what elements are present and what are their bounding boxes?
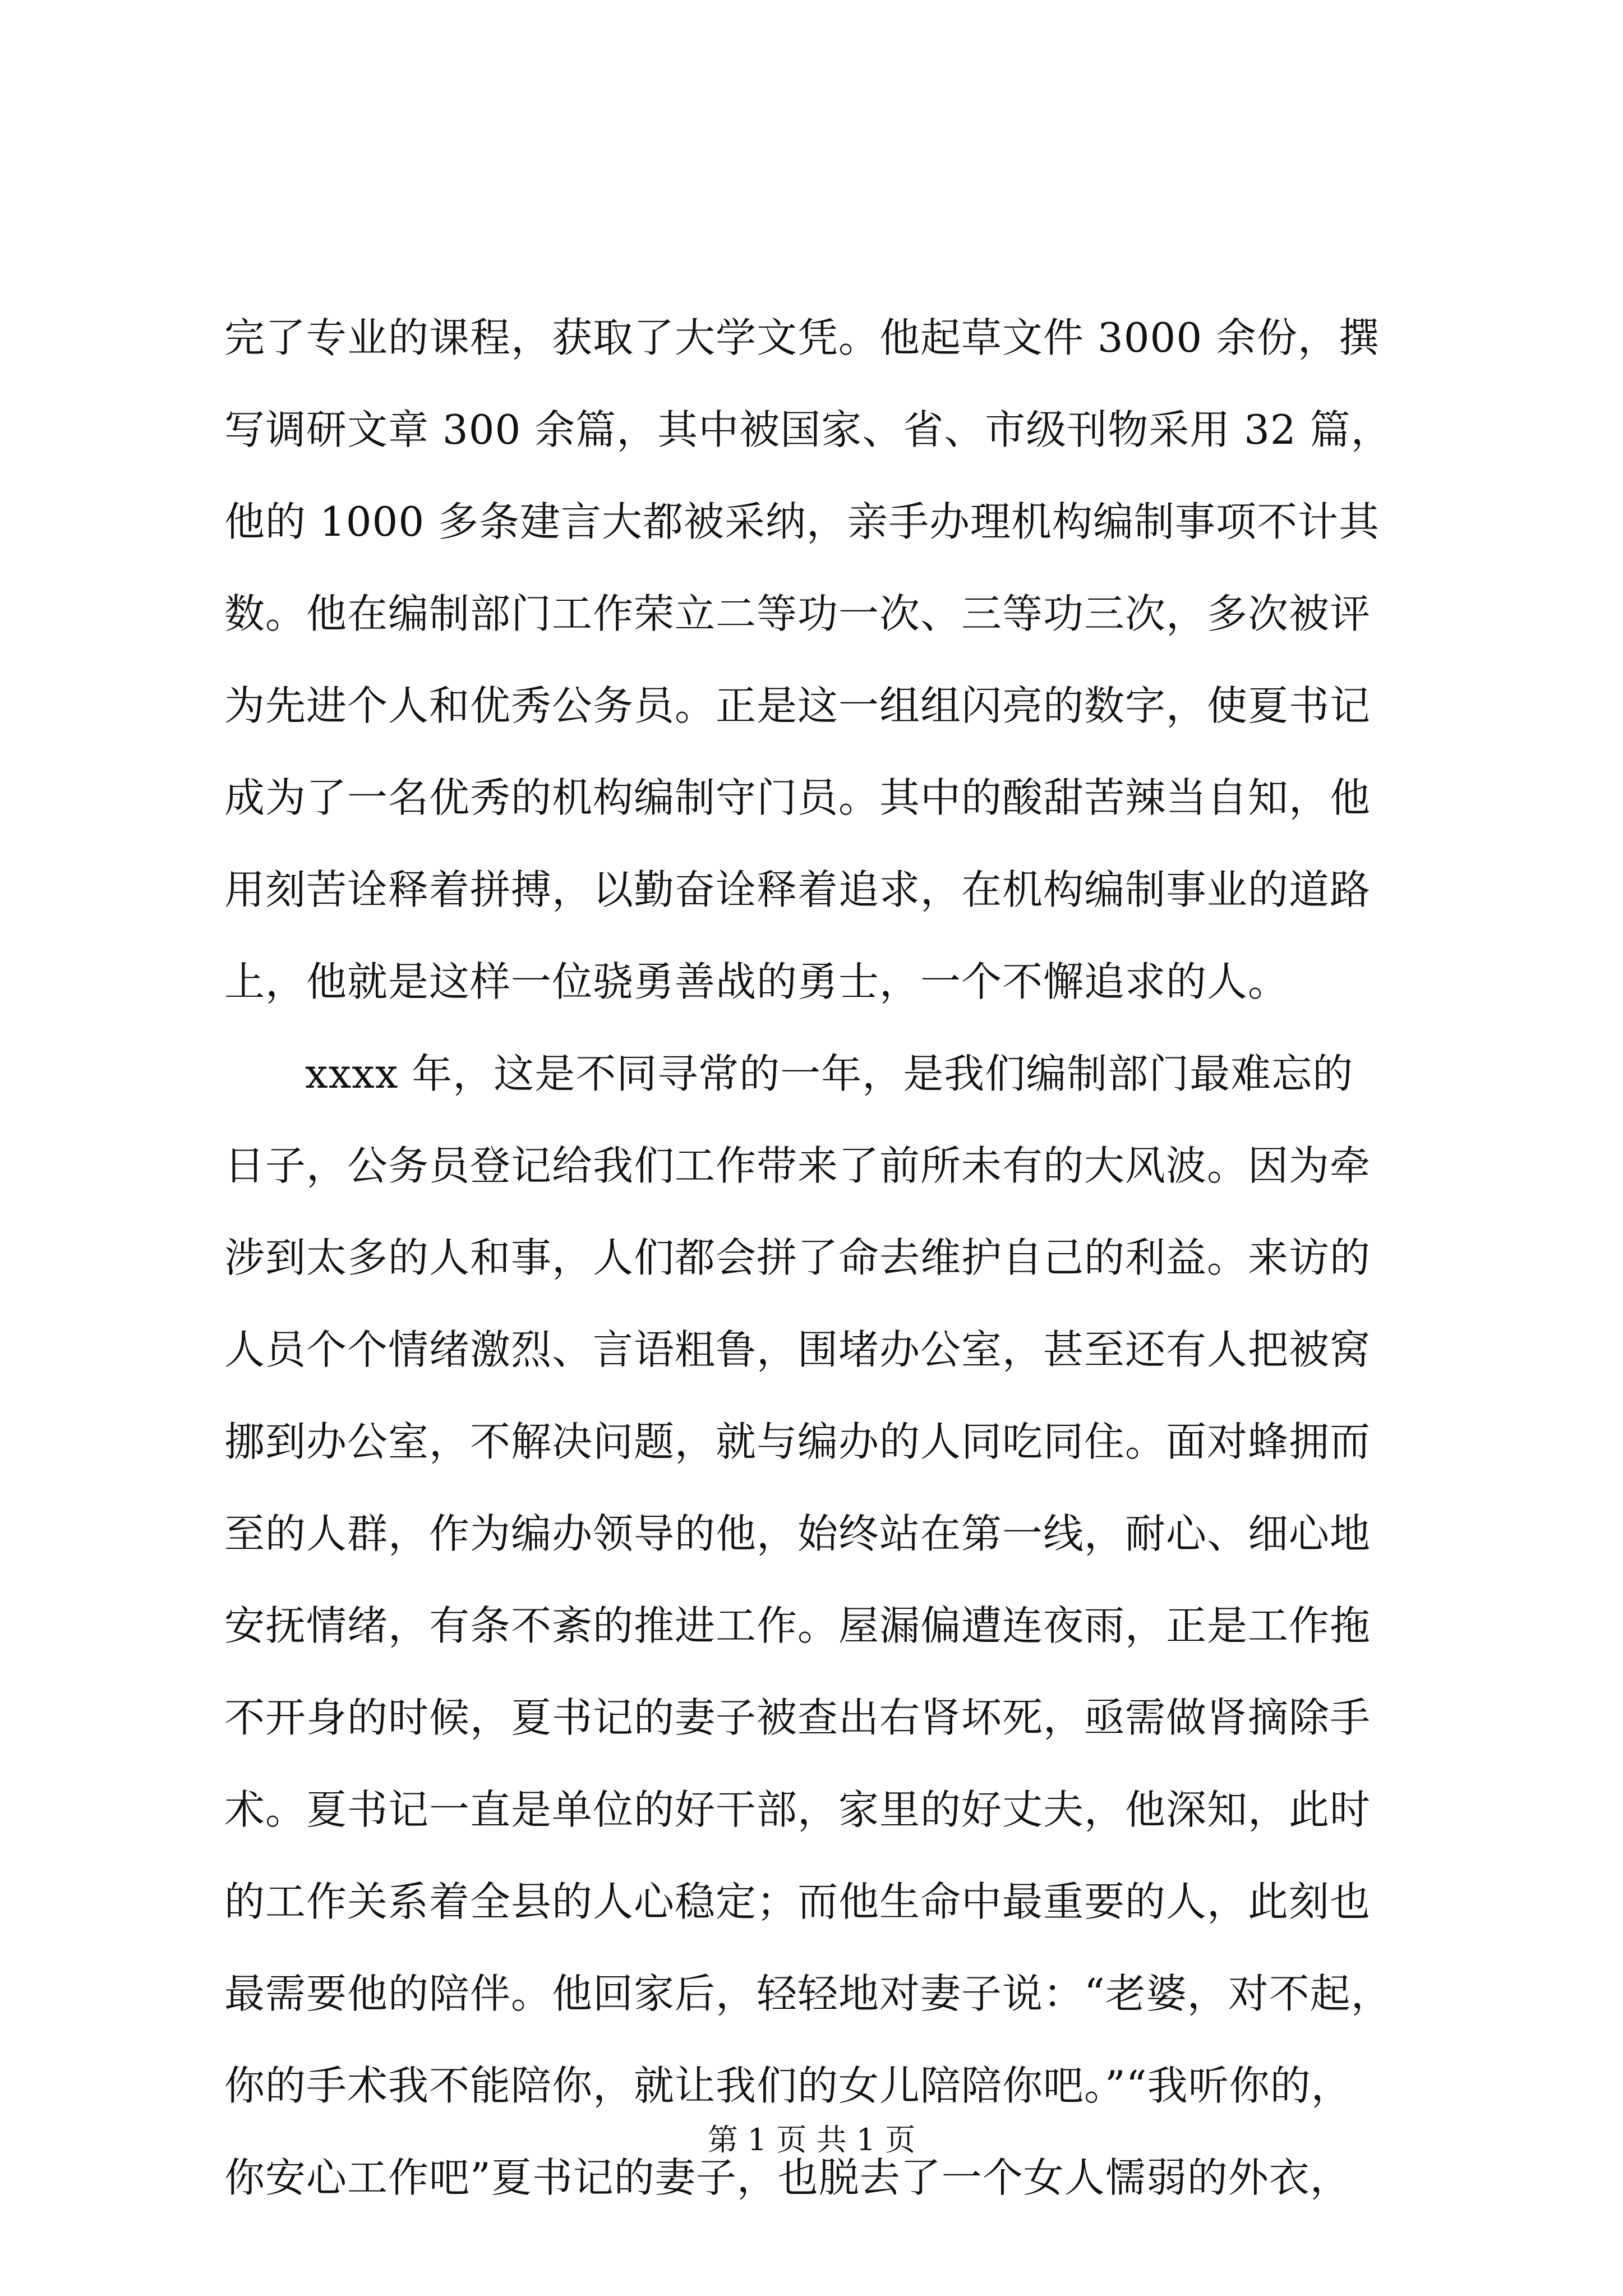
page-footer bbox=[0, 2120, 1623, 2160]
text-line: 不开身的时候，夏书记的妻子被查出右肾坏死，亟需做肾摘除手 bbox=[224, 1694, 1371, 1741]
text-line: 你的手术我不能陪你，就让我们的女儿陪陪你吧。”“我听你的， bbox=[224, 2062, 1352, 2109]
text-line: 完了专业的课程，获取了大学文凭。他起草文件 3000 余份，撰 bbox=[224, 314, 1380, 361]
text-line: 的工作关系着全县的人心稳定；而他生命中最重要的人，此刻也 bbox=[224, 1878, 1371, 1925]
text-line: 术。夏书记一直是单位的好干部，家里的好丈夫，他深知，此时 bbox=[224, 1786, 1371, 1833]
text-line: 用刻苦诠释着拼搏，以勤奋诠释着追求，在机构编制事业的道路 bbox=[224, 866, 1371, 913]
text-line: 他的 1000 多条建言大都被采纳，亲手办理机构编制事项不计其 bbox=[224, 498, 1380, 545]
text-line: 成为了一名优秀的机构编制守门员。其中的酸甜苦辣当自知，他 bbox=[224, 774, 1371, 821]
text-line: 挪到办公室，不解决问题，就与编办的人同吃同住。面对蜂拥而 bbox=[224, 1418, 1371, 1465]
text-line: 上，他就是这样一位骁勇善战的勇士，一个不懈追求的人。 bbox=[224, 958, 1289, 1005]
text-line: 最需要他的陪伴。他回家后，轻轻地对妻子说：“老婆，对不起， bbox=[224, 1970, 1392, 2017]
page-number: 第 1 页 共 1 页 bbox=[707, 2122, 916, 2157]
text-line: 你安心工作吧”夏书记的妻子，也脱去了一个女人懦弱的外衣， bbox=[224, 2154, 1351, 2201]
text-line: 数。他在编制部门工作荣立二等功一次、三等功三次，多次被评 bbox=[224, 590, 1371, 637]
text-line: 日子，公务员登记给我们工作带来了前所未有的大风波。因为牵 bbox=[224, 1142, 1371, 1189]
paragraph-start-line: xxxx 年，这是不同寻常的一年，是我们编制部门最难忘的 bbox=[305, 1050, 1354, 1097]
text-line: 至的人群，作为编办领导的他，始终站在第一线，耐心、细心地 bbox=[224, 1510, 1371, 1557]
text-line: 涉到太多的人和事，人们都会拼了命去维护自己的利益。来访的 bbox=[224, 1234, 1371, 1281]
text-line: 写调研文章 300 余篇，其中被国家、省、市级刊物采用 32 篇， bbox=[224, 406, 1392, 453]
text-line: 安抚情绪，有条不紊的推进工作。屋漏偏遭连夜雨，正是工作拖 bbox=[224, 1602, 1371, 1649]
text-line: 为先进个人和优秀公务员。正是这一组组闪亮的数字，使夏书记 bbox=[224, 682, 1371, 729]
text-line: 人员个个情绪激烈、言语粗鲁，围堵办公室，甚至还有人把被窝 bbox=[224, 1326, 1371, 1373]
body-text bbox=[224, 292, 1402, 2224]
